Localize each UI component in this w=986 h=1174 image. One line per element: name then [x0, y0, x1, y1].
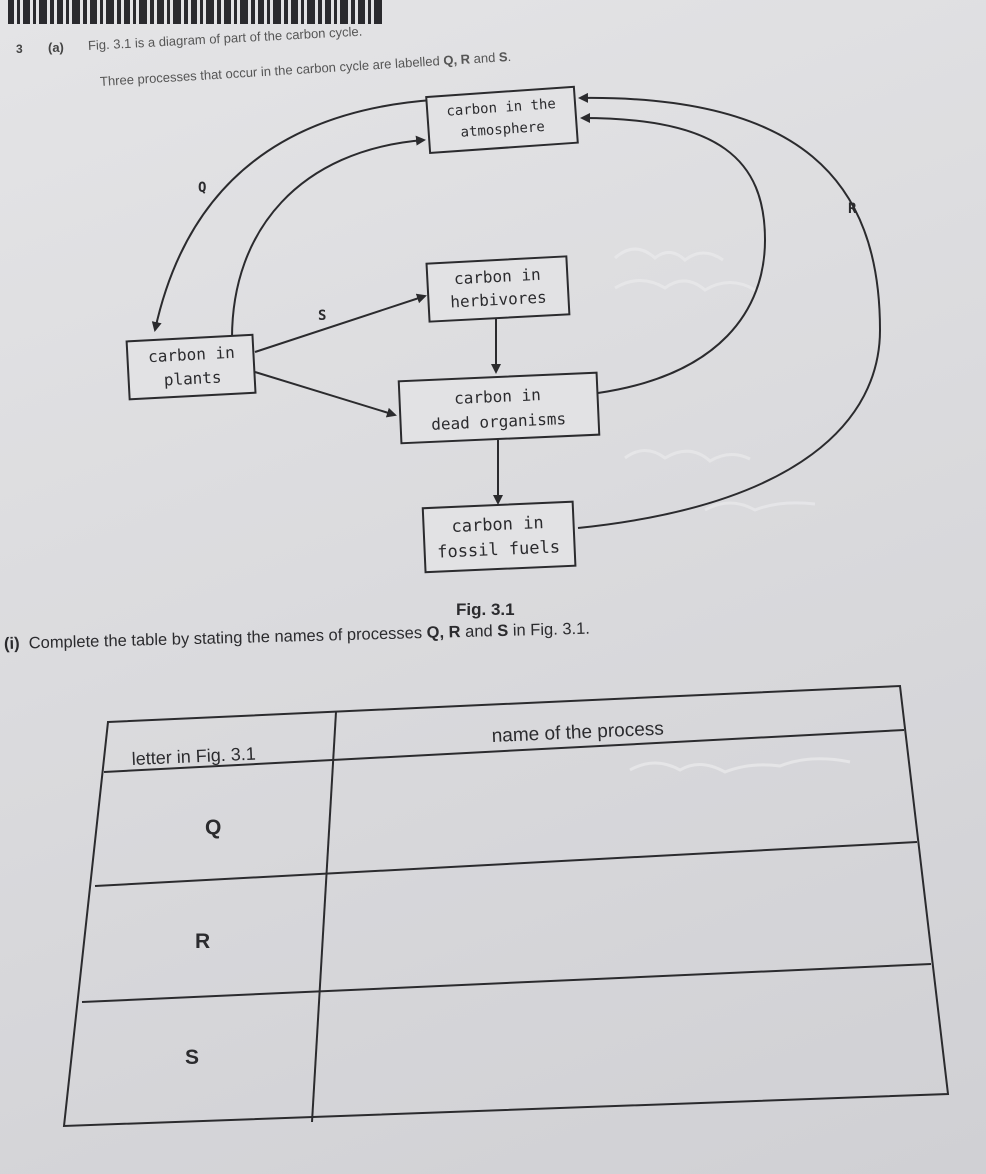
box-fossil-line2: fossil fuels: [436, 537, 561, 563]
instruction-and: and: [460, 622, 498, 642]
box-dead-line2: dead organisms: [430, 409, 567, 434]
question-number: 3: [16, 42, 23, 56]
box-plants-line1: carbon in: [147, 342, 236, 367]
table-column-line: [312, 712, 336, 1122]
instruction-text: Complete the table by stating the names of processes: [28, 623, 427, 653]
instruction-last: S: [497, 621, 509, 641]
label-q: Q: [198, 180, 207, 196]
row-q-letter: Q: [205, 816, 222, 839]
box-herbivores-line2: herbivores: [449, 287, 548, 312]
header-process: name of the process: [491, 718, 665, 747]
instruction-prefix: (i): [3, 634, 20, 653]
table-row-line-1: [95, 842, 917, 886]
intro-line-1: Fig. 3.1 is a diagram of part of the carbon cycle.: [87, 23, 363, 53]
row-s-letter: S: [185, 1046, 200, 1069]
figure-caption: Fig. 3.1: [456, 600, 515, 619]
intro-line-2-text: Three processes that occur in the carbon cycle are labelled: [99, 53, 444, 89]
instruction-letters: Q, R: [426, 623, 461, 642]
label-r: R: [848, 201, 857, 217]
box-herbivores-line1: carbon in: [453, 264, 542, 289]
instruction-suffix: in Fig. 3.1.: [508, 619, 591, 640]
box-fossil-line1: carbon in: [451, 513, 545, 538]
header-letter: letter in Fig. 3.1: [131, 743, 257, 769]
table-row-line-2: [82, 964, 931, 1002]
question-part: (a): [48, 40, 64, 55]
intro-line-2-last: S: [498, 49, 508, 65]
pencil-mark-header: [630, 759, 850, 772]
intro-line-2-letters: Q, R: [442, 51, 471, 68]
box-atmosphere-line2: atmosphere: [460, 118, 546, 141]
box-dead-line1: carbon in: [453, 385, 542, 408]
box-atmosphere-line1: carbon in the: [445, 96, 557, 120]
box-plants-line2: plants: [163, 367, 223, 390]
label-s: S: [318, 308, 327, 324]
row-r-letter: R: [195, 930, 211, 953]
intro-line-2-end: .: [507, 48, 512, 65]
intro-line-2-and: and: [469, 49, 500, 67]
